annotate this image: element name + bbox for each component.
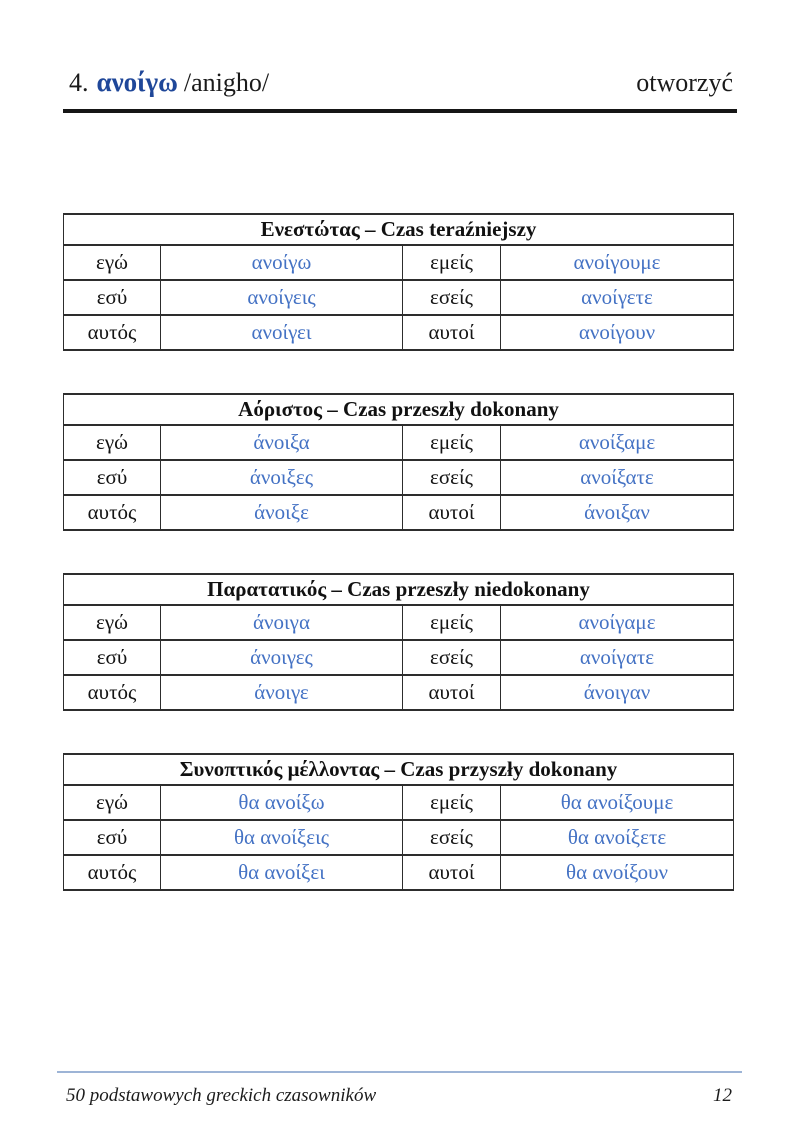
- verb-form-cell: ανοίγει: [161, 315, 403, 350]
- pronoun-cell: αυτός: [64, 495, 161, 530]
- verb-form-cell: ανοίγατε: [501, 640, 734, 675]
- table-row: [64, 460, 734, 495]
- verb-pronunciation: /anigho/: [183, 68, 270, 97]
- pronoun-cell: εσύ: [64, 460, 161, 495]
- pronoun-cell: εσύ: [64, 280, 161, 315]
- pronoun-cell: εμείς: [403, 245, 501, 280]
- pronoun-cell: εσείς: [403, 280, 501, 315]
- table-row: [64, 495, 734, 530]
- pronoun-cell: εγώ: [64, 605, 161, 640]
- verb-form-cell: θα ανοίξετε: [501, 820, 734, 855]
- table-row: [64, 640, 734, 675]
- pronoun-cell: εμείς: [403, 785, 501, 820]
- verb-form-cell: θα ανοίξουμε: [501, 785, 734, 820]
- verb-form-cell: θα ανοίξω: [161, 785, 403, 820]
- table-row: [64, 425, 734, 460]
- pronoun-cell: αυτός: [64, 855, 161, 890]
- verb-form-cell: άνοιξες: [161, 460, 403, 495]
- pronoun-cell: εγώ: [64, 425, 161, 460]
- pronoun-cell: αυτός: [64, 315, 161, 350]
- verb-form-cell: θα ανοίξουν: [501, 855, 734, 890]
- page-footer: [57, 1071, 742, 1107]
- pronoun-cell: αυτοί: [403, 675, 501, 710]
- verb-form-cell: άνοιξαν: [501, 495, 734, 530]
- verb-translation: otworzyć: [636, 68, 733, 97]
- verb-form-cell: άνοιξε: [161, 495, 403, 530]
- verb-form-cell: ανοίγουμε: [501, 245, 734, 280]
- verb-form-cell: ανοίγαμε: [501, 605, 734, 640]
- verb-form-cell: ανοίγετε: [501, 280, 734, 315]
- pronoun-cell: εσείς: [403, 820, 501, 855]
- verb-form-cell: ανοίξατε: [501, 460, 734, 495]
- verb-name: ανοίγω: [96, 67, 178, 97]
- table-row: [64, 820, 734, 855]
- pronoun-cell: εσείς: [403, 640, 501, 675]
- pronoun-cell: αυτός: [64, 675, 161, 710]
- table-title: Ενεστώτας – Czas teraźniejszy: [64, 214, 734, 245]
- verb-form-cell: ανοίγεις: [161, 280, 403, 315]
- verb-form-cell: ανοίγουν: [501, 315, 734, 350]
- table-row: [64, 855, 734, 890]
- table-title: Παρατατικός – Czas przeszły niedokonany: [64, 574, 734, 605]
- footer-book-title: 50 podstawowych greckich czasowników: [66, 1085, 377, 1106]
- table-row: [64, 605, 734, 640]
- pronoun-cell: εσύ: [64, 640, 161, 675]
- verb-form-cell: θα ανοίξεις: [161, 820, 403, 855]
- verb-form-cell: άνοιγαν: [501, 675, 734, 710]
- table-row: [64, 785, 734, 820]
- table-row: [64, 245, 734, 280]
- table-title: Αόριστος – Czas przeszły dokonany: [64, 394, 734, 425]
- conjugation-table-present: [63, 213, 734, 351]
- verb-form-cell: άνοιγα: [161, 605, 403, 640]
- pronoun-cell: αυτοί: [403, 495, 501, 530]
- verb-form-cell: άνοιγες: [161, 640, 403, 675]
- table-title: Συνοπτικός μέλλοντας – Czas przyszły dokonany: [64, 754, 734, 785]
- verb-form-cell: άνοιξα: [161, 425, 403, 460]
- entry-number: 4.: [69, 68, 89, 97]
- verb-form-cell: άνοιγε: [161, 675, 403, 710]
- verb-form-cell: ανοίγω: [161, 245, 403, 280]
- conjugation-table-imperfect: [63, 573, 734, 711]
- footer-page-number: 12: [713, 1085, 732, 1106]
- footer-divider: [57, 1071, 742, 1073]
- pronoun-cell: αυτοί: [403, 855, 501, 890]
- pronoun-cell: εσύ: [64, 820, 161, 855]
- pronoun-cell: εγώ: [64, 785, 161, 820]
- conjugation-table-aorist: [63, 393, 734, 531]
- table-row: [64, 280, 734, 315]
- table-row: [64, 675, 734, 710]
- header-divider: [63, 109, 737, 113]
- pronoun-cell: αυτοί: [403, 315, 501, 350]
- verb-form-cell: ανοίξαμε: [501, 425, 734, 460]
- table-row: [64, 315, 734, 350]
- verb-form-cell: θα ανοίξει: [161, 855, 403, 890]
- pronoun-cell: εμείς: [403, 425, 501, 460]
- page-header: [63, 68, 737, 98]
- conjugation-table-future: [63, 753, 734, 891]
- pronoun-cell: εσείς: [403, 460, 501, 495]
- verb-entry-heading: [69, 68, 269, 98]
- pronoun-cell: εγώ: [64, 245, 161, 280]
- pronoun-cell: εμείς: [403, 605, 501, 640]
